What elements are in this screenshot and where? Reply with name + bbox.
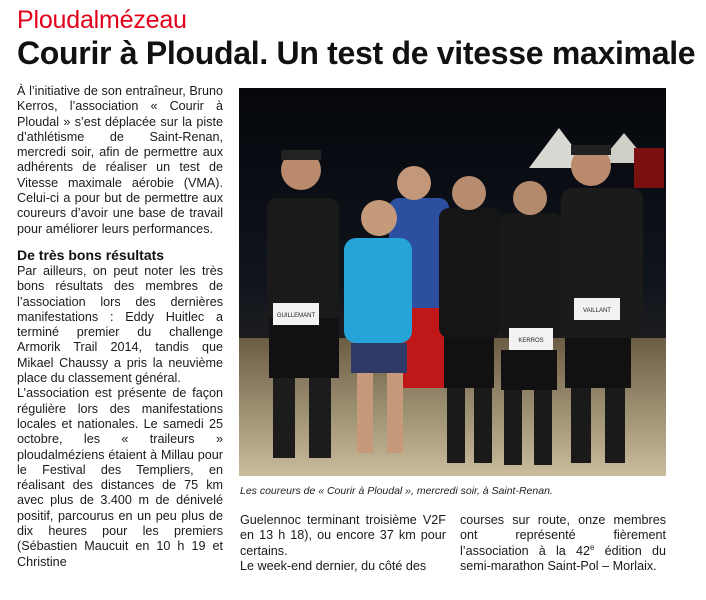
article-kicker: Ploudalmézeau [17, 6, 187, 34]
bib-text: GUILLEMANT [276, 313, 316, 319]
text-segment: courses sur route, onze membres ont représenté fièrement l’association à la 42 [460, 513, 666, 558]
results-paragraph: Par ailleurs, on peut noter les très bons résultats des membres de l’association lors des dernières manifestations : Eddy Huitlec a terminé premier du challenge Armorik Trail 2014, tandis que Mikael Chaussy a pris la neuvième place du classement général. [17, 263, 223, 386]
photo-caption: Les coureurs de « Courir à Ploudal », mercredi soir, à Saint-Renan. [240, 485, 553, 497]
article-column-3 [460, 513, 666, 574]
article-headline: Courir à Ploudal. Un test de vitesse maximale [17, 35, 696, 71]
article-column-1 [17, 84, 223, 570]
bib-text: KERROS [518, 338, 544, 344]
ordinal-superscript: e [590, 542, 595, 552]
intro-paragraph: À l’initiative de son entraîneur, Bruno Kerros, l’association « Courir à Ploudal » s’est déplacée sur la piste d’athlétisme de Saint-Renan, mercredi soir, afin de permettre aux adhérents de réaliser un test de Vitesse maximale aérobie (VMA). Celui-ci a pour but de permettre aux coureurs d’avoir une base de travail pour améliorer leurs performances. [17, 84, 223, 236]
article-column-2 [240, 513, 446, 574]
text-segment: édition du semi-marathon Saint-Pol – Morlaix. [460, 543, 666, 573]
weekend-paragraph-continued [460, 513, 666, 574]
events-paragraph-continued: Guelennoc terminant troisième V2F en 13 h 18), ou encore 37 km pour certains. [240, 513, 446, 558]
events-paragraph: L’association est présente de façon régulière lors des manifestations locales et nationales. Le samedi 25 octobre, les « traileurs » ploudalméziens étaient à Millau pour le Festival des Templiers, en réalisant des distances de 75 km avec plus de 3.400 m de dénivelé positif, parcourus en un peu plus de dix heures pour les premiers (Sébastien Maucuit en 10 h 19 et Christine [17, 386, 223, 569]
bib-text: VAILLANT [583, 308, 611, 314]
runners-group-photo [239, 88, 666, 476]
article-photo [239, 88, 666, 476]
section-subhead: De très bons résultats [17, 246, 165, 263]
weekend-paragraph: Le week-end dernier, du côté des [240, 558, 427, 573]
